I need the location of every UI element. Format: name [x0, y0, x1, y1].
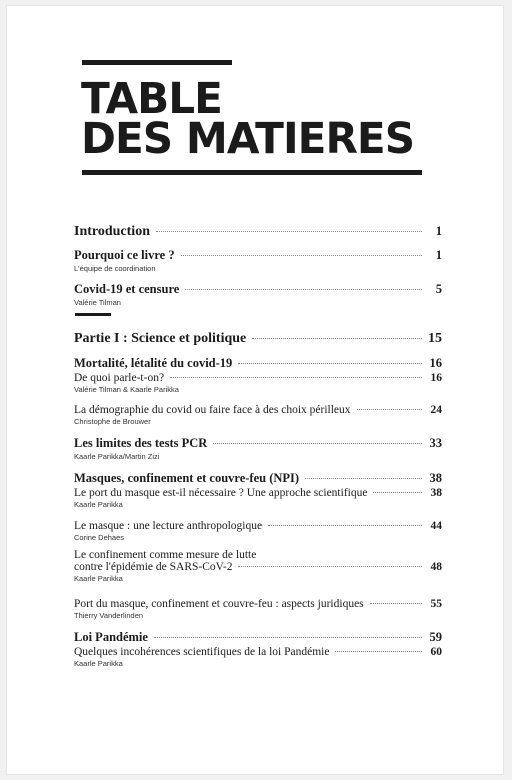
toc-page: 5 — [435, 282, 442, 296]
toc-entry-confinement[interactable] — [74, 549, 442, 583]
toc-leader — [181, 255, 422, 256]
page-title — [81, 74, 415, 164]
toc-entry-masques-npi[interactable] — [74, 471, 442, 486]
toc-entry-aspects-juridiques[interactable] — [74, 598, 442, 620]
toc-page: 1 — [435, 224, 442, 238]
title-bottom-rule — [82, 170, 422, 175]
toc-author: Kaarle Parikka — [74, 659, 123, 668]
toc-title: Loi Pandémie — [74, 630, 148, 644]
toc-title: Covid-19 et censure — [74, 282, 180, 296]
toc-title: Introduction — [74, 224, 150, 239]
toc-entry-mortalite[interactable] — [74, 356, 442, 371]
toc-leader — [154, 637, 422, 638]
toc-title-line-1: Le confinement comme mesure de lutte — [74, 549, 257, 561]
toc-title: Le port du masque est-il nécessaire ? Une approche scientifique — [74, 487, 368, 499]
toc-leader — [305, 478, 422, 479]
toc-page: 16 — [430, 372, 442, 384]
toc-entry-masque-anthropo[interactable] — [74, 520, 442, 542]
toc-entry-censure[interactable] — [74, 282, 442, 307]
toc-page: 60 — [430, 646, 442, 658]
toc-page: 1 — [435, 248, 442, 262]
toc-author: Corine Dehaes — [74, 533, 125, 542]
toc-leader — [268, 525, 422, 526]
toc-entry-loi-pandemie[interactable] — [74, 630, 442, 645]
toc-page: 48 — [430, 561, 442, 573]
toc-page: 59 — [429, 630, 442, 644]
toc-leader — [213, 443, 422, 444]
toc-entry-tests-pcr[interactable] — [74, 436, 442, 461]
title-line-1: TABLE — [81, 74, 222, 124]
toc-page: 16 — [429, 356, 442, 370]
toc-leader — [335, 651, 422, 652]
toc-title: Quelques incohérences scientifiques de la loi Pandémie — [74, 646, 330, 658]
toc-title: Pourquoi ce livre ? — [74, 248, 175, 262]
toc-title: Mortalité, létalité du covid-19 — [74, 356, 233, 370]
toc-page: 24 — [430, 404, 442, 416]
toc-title: La démographie du covid ou faire face à des choix périlleux — [74, 404, 351, 416]
toc-leader — [252, 338, 422, 339]
toc-author: Valérie Tilman — [74, 298, 121, 307]
toc-author: L'équipe de coordination — [74, 264, 156, 273]
toc-title: contre l'épidémie de SARS-CoV-2 — [74, 561, 233, 573]
toc-title: De quoi parle-t-on? — [74, 372, 165, 384]
toc-leader — [357, 409, 422, 410]
toc-author: Valérie Tilman & Kaarle Parikka — [74, 385, 179, 394]
toc-leader — [238, 566, 422, 567]
toc-leader — [170, 377, 422, 378]
toc-entry-introduction[interactable] — [74, 224, 442, 240]
toc-author: Kaarle Parikka/Martin Zizi — [74, 452, 160, 461]
toc-author: Kaarle Parikka — [74, 500, 123, 509]
toc-leader — [156, 231, 422, 232]
toc-leader — [373, 492, 422, 493]
toc-title: Port du masque, confinement et couvre-feu : aspects juridiques — [74, 598, 364, 610]
toc-entry-port-masque[interactable] — [74, 487, 442, 509]
toc-entry-pourquoi[interactable] — [74, 248, 442, 273]
toc-entry-partie-1[interactable] — [74, 331, 442, 347]
toc-page: 38 — [429, 471, 442, 485]
toc-entry-incoherences[interactable] — [74, 646, 442, 668]
toc-leader — [370, 603, 422, 604]
toc-title: Les limites des tests PCR — [74, 436, 208, 450]
toc-title: Partie I : Science et politique — [74, 331, 247, 346]
section-separator — [75, 313, 111, 316]
toc-title: Masques, confinement et couvre-feu (NPI) — [74, 471, 300, 485]
toc-author: Christophe de Brouwer — [74, 417, 151, 426]
title-line-2: DES MATIERES — [81, 114, 415, 164]
toc-page: 33 — [429, 436, 442, 450]
toc-page: 44 — [430, 520, 442, 532]
toc-author: Thierry Vanderlinden — [74, 611, 144, 620]
toc-leader — [238, 363, 422, 364]
toc-page: 38 — [430, 487, 442, 499]
toc-title: Le masque : une lecture anthropologique — [74, 520, 263, 532]
toc-page: 15 — [428, 331, 442, 346]
toc-entry-de-quoi[interactable] — [74, 372, 442, 394]
toc-entry-demographie[interactable] — [74, 404, 442, 426]
title-top-rule — [82, 60, 232, 65]
toc-leader — [185, 289, 422, 290]
toc-author: Kaarle Parikka — [74, 574, 123, 583]
toc-page: 55 — [430, 598, 442, 610]
